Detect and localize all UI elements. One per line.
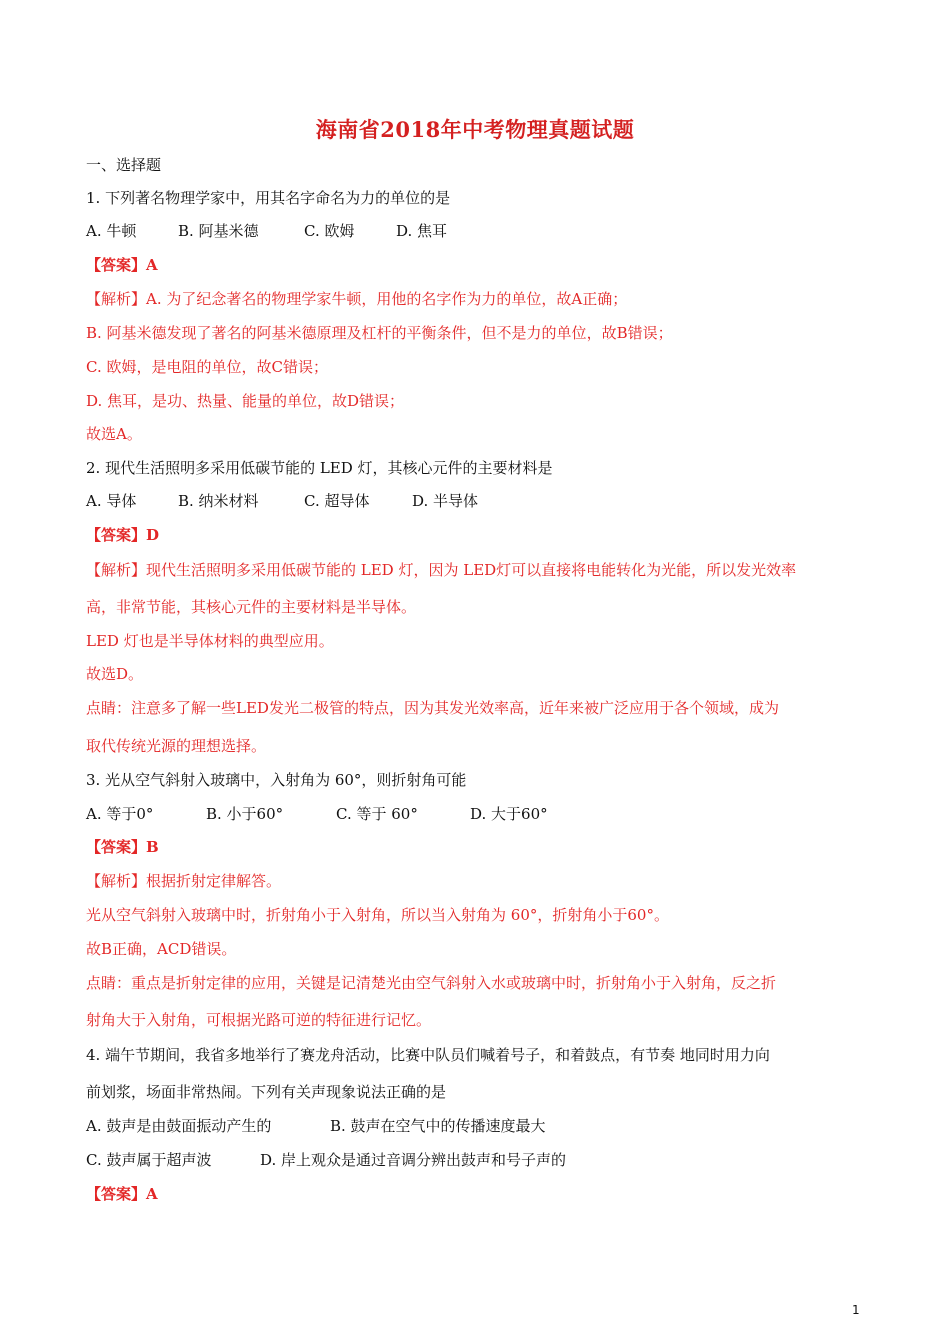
q2-tip-line: 取代传统光源的理想选择。 (86, 737, 267, 755)
q2-tip-line: 点睛：注意多了解一些LED发光二极管的特点，因为其发光效率高，近年来被广泛应用于各个领域，成为 (86, 699, 779, 717)
section-heading: 一、选择题 (86, 156, 162, 174)
q3-option-d: D. 大于60° (470, 805, 548, 823)
q2-analysis-line: 故选D。 (86, 665, 144, 683)
q1-option-b: B. 阿基米德 (178, 222, 259, 240)
q4-option-a: A. 鼓声是由鼓面振动产生的 (86, 1117, 272, 1135)
q3-analysis-line: 故B正确，ACD错误。 (86, 940, 237, 958)
q2-answer: 【答案】D (86, 526, 160, 544)
q2-analysis-line: 高，非常节能，其核心元件的主要材料是半导体。 (86, 598, 417, 616)
q1-option-d: D. 焦耳 (396, 222, 448, 240)
q1-analysis-line: 【解析】A. 为了纪念著名的物理学家牛顿，用他的名字作为力的单位，故A正确； (86, 290, 628, 308)
q3-tip-line: 点睛：重点是折射定律的应用，关键是记清楚光由空气斜射入水或玻璃中时，折射角小于入射角，反之折 (86, 974, 777, 992)
q3-option-a: A. 等于0° (86, 805, 154, 823)
q4-options-row (86, 1116, 546, 1136)
q3-tip-line: 射角大于入射角，可根据光路可逆的特征进行记忆。 (86, 1011, 432, 1029)
page-number: 1 (852, 1303, 860, 1317)
q1-option-c: C. 欧姆 (304, 222, 355, 240)
q2-option-a: A. 导体 (86, 492, 137, 510)
q1-analysis-line: B. 阿基米德发现了著名的阿基米德原理及杠杆的平衡条件，但不是力的单位，故B错误； (86, 324, 673, 342)
q1-analysis-line: 故选A。 (86, 425, 142, 443)
q1-analysis-line: D. 焦耳，是功、热量、能量的单位，故D错误； (86, 392, 405, 410)
q2-stem: 2. 现代生活照明多采用低碳节能的 LED 灯，其核心元件的主要材料是 (86, 459, 553, 477)
q2-option-b: B. 纳米材料 (178, 492, 259, 510)
q4-answer: 【答案】A (86, 1185, 158, 1203)
q4-option-b: B. 鼓声在空气中的传播速度最大 (330, 1117, 546, 1135)
q2-option-d: D. 半导体 (412, 492, 479, 510)
q3-analysis-line: 【解析】根据折射定律解答。 (86, 872, 282, 890)
q3-analysis-line: 光从空气斜射入玻璃中时，折射角小于入射角，所以当入射角为 60°，折射角小于60°。 (86, 906, 669, 924)
q4-option-c: C. 鼓声属于超声波 (86, 1151, 212, 1169)
q2-options (86, 491, 478, 511)
q2-analysis-line: LED 灯也是半导体材料的典型应用。 (86, 632, 334, 650)
q1-stem: 1. 下列著名物理学家中，用其名字命名为力的单位的是 (86, 189, 451, 207)
q4-stem-line: 4. 端午节期间，我省多地举行了赛龙舟活动，比赛中队员们喊着号子，和着鼓点，有节奏 地同时用力向 (86, 1046, 770, 1064)
q4-option-d: D. 岸上观众是通过音调分辨出鼓声和号子声的 (260, 1151, 567, 1169)
q2-option-c: C. 超导体 (304, 492, 370, 510)
q3-options (86, 804, 548, 824)
q1-answer: 【答案】A (86, 256, 158, 274)
q3-option-b: B. 小于60° (206, 805, 284, 823)
q1-option-a: A. 牛顿 (86, 222, 137, 240)
document-title: 海南省2018年中考物理真题试题 (315, 117, 635, 142)
q1-options (86, 221, 447, 241)
q3-option-c: C. 等于 60° (336, 805, 418, 823)
q4-stem-line: 前划浆，场面非常热闹。下列有关声现象说法正确的是 (86, 1083, 447, 1101)
q2-analysis-line: 【解析】现代生活照明多采用低碳节能的 LED 灯，因为 LED灯可以直接将电能转化为光能，所以发光效率 (86, 561, 797, 579)
q3-stem: 3. 光从空气斜射入玻璃中，入射角为 60°，则折射角可能 (86, 771, 467, 789)
q4-options-row (86, 1150, 566, 1170)
q3-answer: 【答案】B (86, 838, 159, 856)
q1-analysis-line: C. 欧姆，是电阻的单位，故C错误； (86, 358, 328, 376)
